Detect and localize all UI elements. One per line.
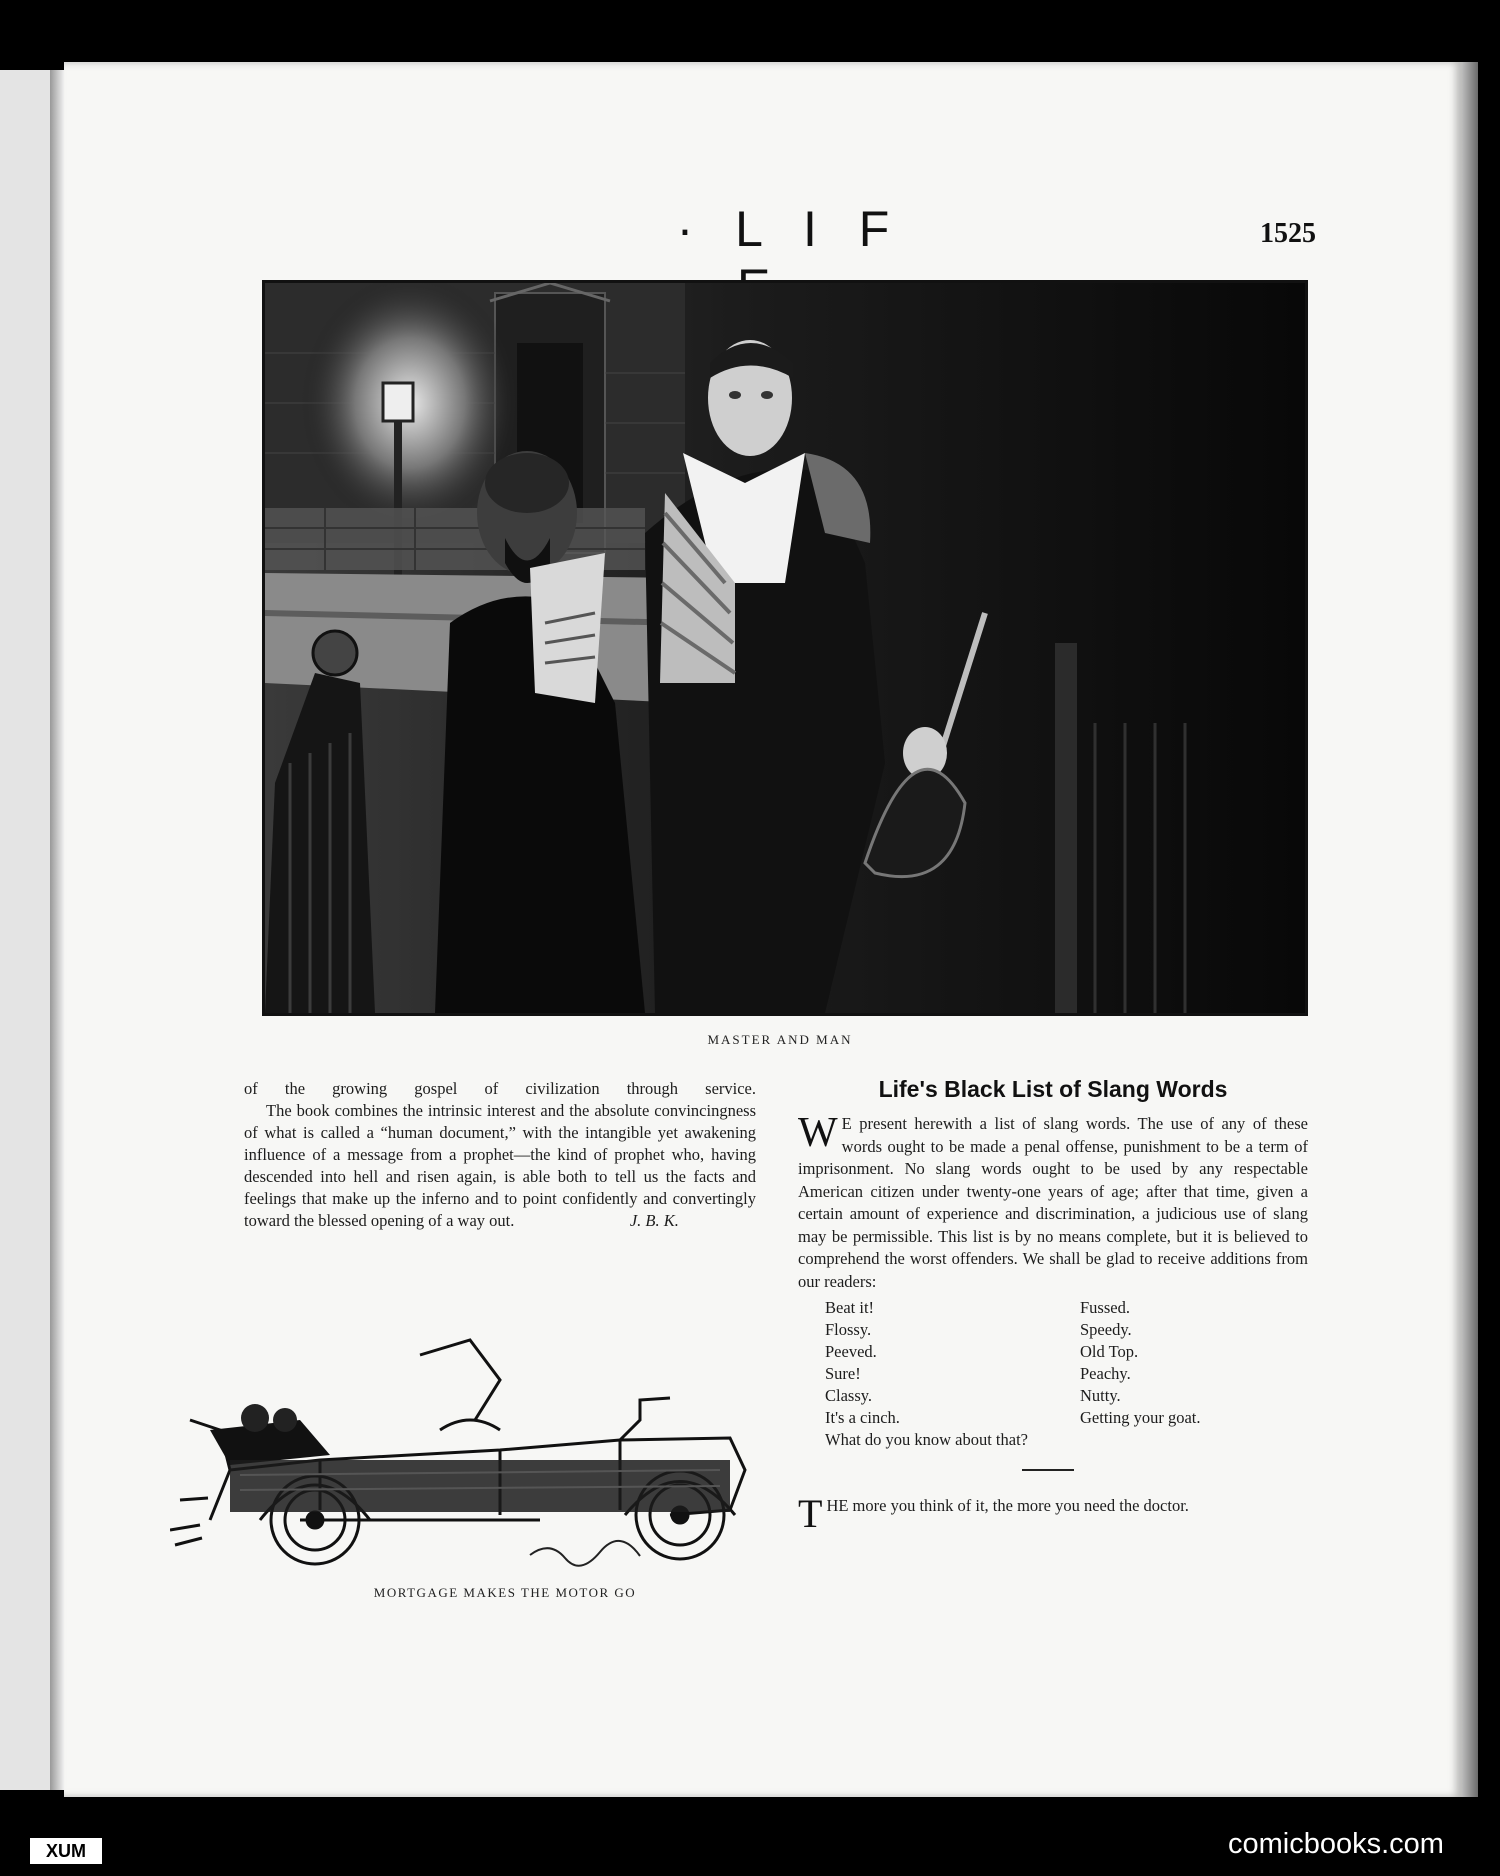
- article-title: Life's Black List of Slang Words: [878, 1076, 1228, 1102]
- page-right-edge: [1462, 62, 1478, 1797]
- car-drawing: [170, 1320, 750, 1570]
- slang-item: Peachy.: [1080, 1364, 1131, 1383]
- illustration-art: [265, 283, 1305, 1013]
- section-divider: [1022, 1469, 1074, 1471]
- illustration-caption: MASTER AND MAN: [707, 1032, 853, 1047]
- closing-text: HE more you think of it, the more you need the doctor.: [826, 1496, 1189, 1515]
- archive-mark: XUM: [30, 1838, 102, 1864]
- closing-dropcap: T: [798, 1491, 823, 1536]
- slang-item: Peeved.: [825, 1342, 877, 1361]
- page-gutter: [50, 70, 64, 1790]
- motor-car-cartoon: [170, 1320, 750, 1570]
- article-intro-text: E present herewith a list of slang words. The use of any of these words ought to be made a penal offense, punishment to be a term of imprisonment. No slang words ought to be used by any respectable American citizen under twenty-one years of age; after that time, given a certain amount of experience and discrimination, a judicious use of slang may be permissible. This list is by no means complete, but it is believed to comprehend the worst offenders. We shall be glad to receive additions from our readers:: [798, 1114, 1308, 1291]
- slang-item: Fussed.: [1080, 1298, 1130, 1317]
- left-para-2-text: The book combines the intrinsic interest and the absolute convincingness of what is called a “human document,” with the intangible yet awakening influence of a message from a prophet—the kind of prophet who, having descended into hell and risen again, is able both to tell us the facts and feelings that make up the inferno and to point confidently and convertingly toward the blessed opening of a way out.: [244, 1101, 756, 1230]
- article-dropcap: W: [798, 1110, 838, 1156]
- slang-final-item: What do you know about that?: [825, 1430, 1028, 1449]
- slang-item: Speedy.: [1080, 1320, 1132, 1339]
- slang-item: Flossy.: [825, 1320, 872, 1339]
- author-signature: J. B. K.: [629, 1211, 679, 1230]
- slang-item: Sure!: [825, 1364, 861, 1383]
- article-intro: [798, 1110, 1308, 1293]
- slang-item: Beat it!: [825, 1298, 875, 1317]
- masthead: · L I F: [676, 201, 904, 257]
- slang-item: Old Top.: [1080, 1342, 1139, 1361]
- master-and-man-illustration: [262, 280, 1308, 1016]
- slang-item: It's a cinch.: [825, 1408, 900, 1427]
- left-para-2: [244, 1100, 756, 1232]
- closing-quip: [798, 1491, 1308, 1536]
- slang-item: Getting your goat.: [1080, 1408, 1201, 1427]
- left-column: [244, 1078, 756, 1232]
- slang-item: Nutty.: [1080, 1386, 1121, 1405]
- left-para-1: of the growing gospel of civilization through service.: [244, 1079, 756, 1098]
- site-watermark: comicbooks.com: [1228, 1828, 1444, 1860]
- slang-list: [825, 1297, 1308, 1429]
- cartoon-caption: MORTGAGE MAKES THE MOTOR GO: [373, 1585, 637, 1600]
- page-number: 1525: [1260, 218, 1316, 249]
- right-column: [798, 1076, 1308, 1534]
- slang-item: Classy.: [825, 1386, 873, 1405]
